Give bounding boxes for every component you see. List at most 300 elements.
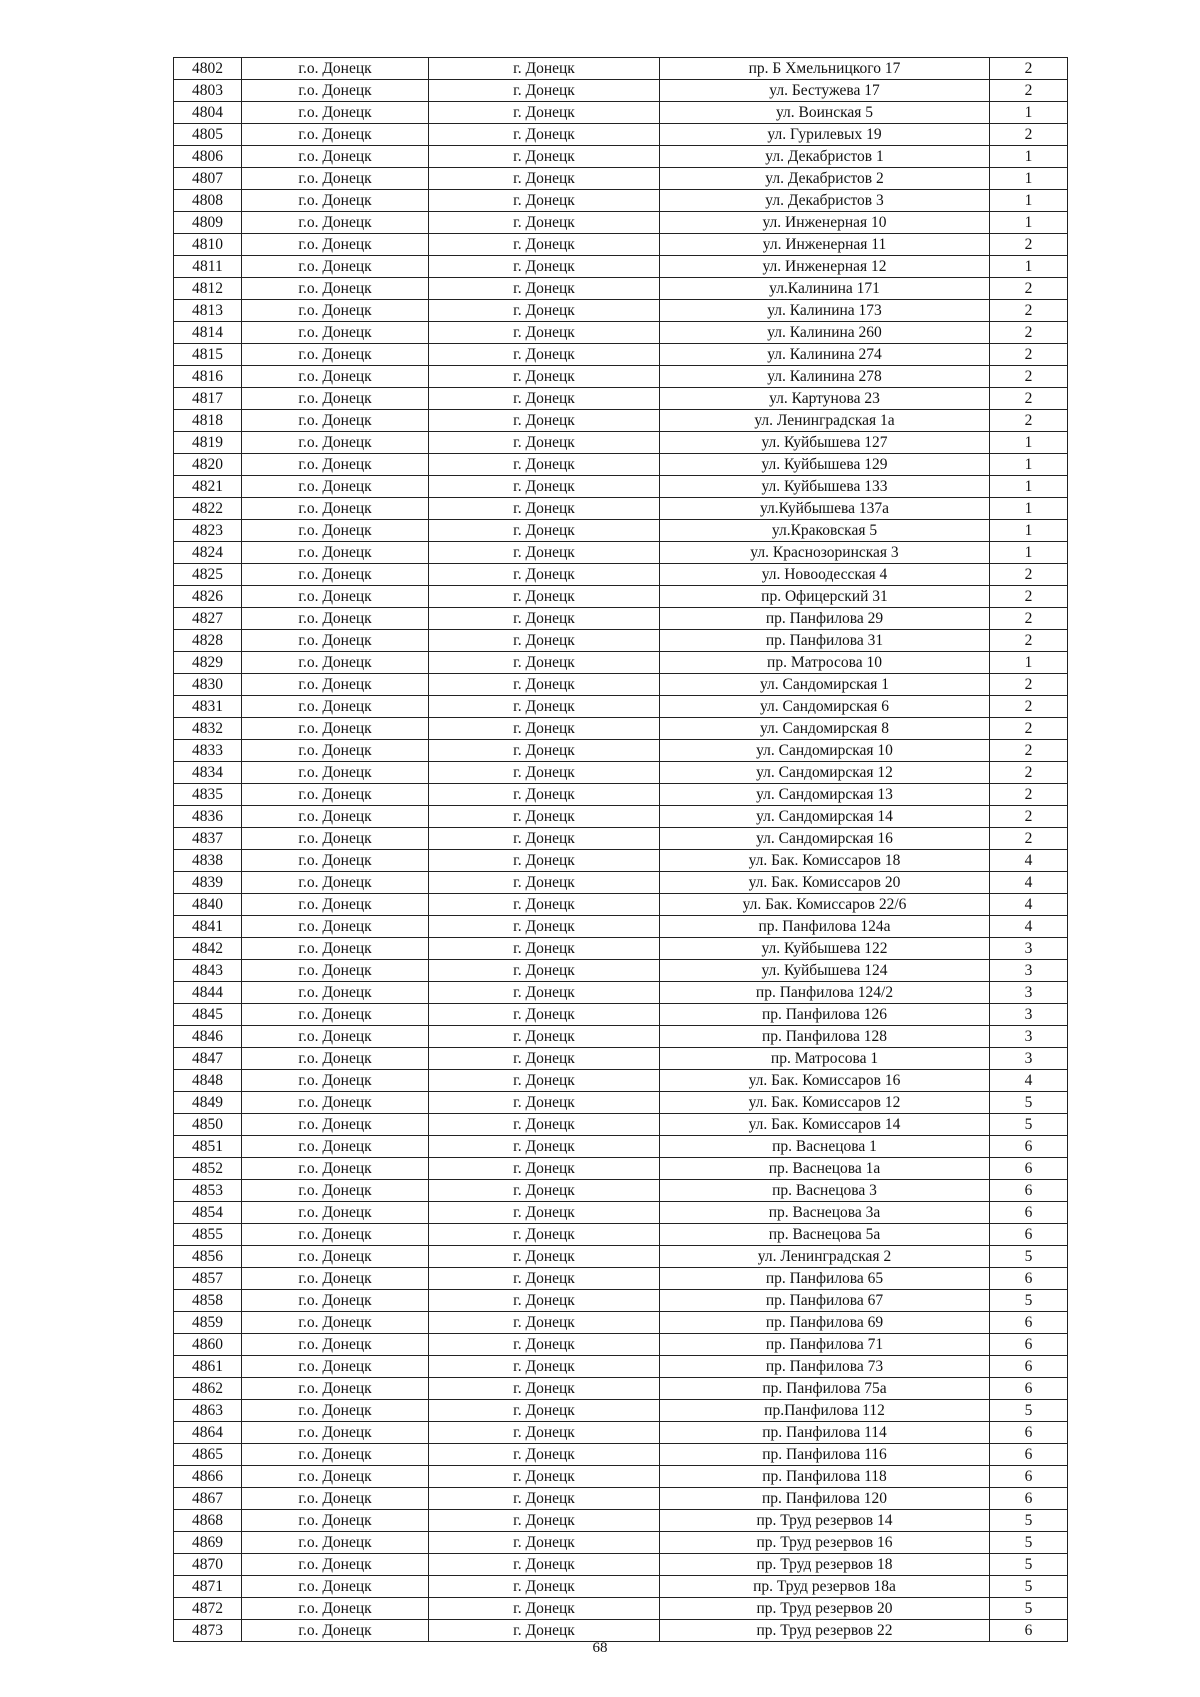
cell-number: 4806	[174, 146, 242, 168]
cell-district: г.о. Донецк	[242, 454, 429, 476]
table-row	[174, 58, 1068, 80]
cell-number: 4812	[174, 278, 242, 300]
cell-district: г.о. Донецк	[242, 586, 429, 608]
cell-number: 4827	[174, 608, 242, 630]
table-row	[174, 300, 1068, 322]
cell-number: 4828	[174, 630, 242, 652]
cell-district: г.о. Донецк	[242, 674, 429, 696]
address-table	[173, 57, 1068, 1642]
cell-city: г. Донецк	[429, 1312, 660, 1334]
cell-district: г.о. Донецк	[242, 718, 429, 740]
cell-value: 5	[990, 1576, 1068, 1598]
cell-value: 5	[990, 1554, 1068, 1576]
cell-address: ул. Сандомирская 14	[660, 806, 990, 828]
table-row	[174, 608, 1068, 630]
cell-district: г.о. Донецк	[242, 784, 429, 806]
cell-number: 4841	[174, 916, 242, 938]
cell-address: пр. Васнецова 1а	[660, 1158, 990, 1180]
cell-city: г. Донецк	[429, 1620, 660, 1642]
table-row	[174, 168, 1068, 190]
cell-value: 6	[990, 1620, 1068, 1642]
cell-number: 4857	[174, 1268, 242, 1290]
cell-value: 4	[990, 916, 1068, 938]
cell-city: г. Донецк	[429, 1180, 660, 1202]
cell-address: ул. Бак. Комиссаров 20	[660, 872, 990, 894]
cell-district: г.о. Донецк	[242, 982, 429, 1004]
table-row	[174, 432, 1068, 454]
cell-city: г. Донецк	[429, 234, 660, 256]
cell-value: 5	[990, 1114, 1068, 1136]
cell-address: ул. Калинина 274	[660, 344, 990, 366]
table-row	[174, 322, 1068, 344]
table-row	[174, 1554, 1068, 1576]
table-row	[174, 740, 1068, 762]
cell-address: пр. Васнецова 3	[660, 1180, 990, 1202]
cell-value: 1	[990, 190, 1068, 212]
table-row	[174, 1026, 1068, 1048]
cell-number: 4866	[174, 1466, 242, 1488]
cell-district: г.о. Донецк	[242, 806, 429, 828]
cell-number: 4810	[174, 234, 242, 256]
cell-district: г.о. Донецк	[242, 300, 429, 322]
cell-city: г. Донецк	[429, 300, 660, 322]
cell-district: г.о. Донецк	[242, 872, 429, 894]
cell-address: ул. Куйбышева 124	[660, 960, 990, 982]
cell-city: г. Донецк	[429, 696, 660, 718]
cell-address: ул. Новоодесская 4	[660, 564, 990, 586]
cell-address: пр. Панфилова 116	[660, 1444, 990, 1466]
cell-number: 4867	[174, 1488, 242, 1510]
table-row	[174, 1378, 1068, 1400]
cell-city: г. Донецк	[429, 652, 660, 674]
cell-district: г.о. Донецк	[242, 740, 429, 762]
cell-district: г.о. Донецк	[242, 1488, 429, 1510]
cell-number: 4872	[174, 1598, 242, 1620]
cell-address: ул. Бак. Комиссаров 16	[660, 1070, 990, 1092]
cell-address: ул. Бак. Комиссаров 14	[660, 1114, 990, 1136]
cell-number: 4844	[174, 982, 242, 1004]
table-row	[174, 1466, 1068, 1488]
cell-city: г. Донецк	[429, 146, 660, 168]
cell-number: 4862	[174, 1378, 242, 1400]
cell-city: г. Донецк	[429, 1422, 660, 1444]
cell-district: г.о. Донецк	[242, 366, 429, 388]
cell-address: пр. Панфилова 124а	[660, 916, 990, 938]
cell-district: г.о. Донецк	[242, 1312, 429, 1334]
cell-district: г.о. Донецк	[242, 1400, 429, 1422]
cell-address: пр. Труд резервов 20	[660, 1598, 990, 1620]
table-row	[174, 542, 1068, 564]
cell-value: 3	[990, 1004, 1068, 1026]
cell-value: 6	[990, 1444, 1068, 1466]
cell-district: г.о. Донецк	[242, 234, 429, 256]
cell-city: г. Донецк	[429, 982, 660, 1004]
table-row	[174, 938, 1068, 960]
cell-district: г.о. Донецк	[242, 520, 429, 542]
cell-address: ул. Сандомирская 1	[660, 674, 990, 696]
cell-value: 6	[990, 1158, 1068, 1180]
cell-number: 4842	[174, 938, 242, 960]
cell-city: г. Донецк	[429, 784, 660, 806]
table-row	[174, 1576, 1068, 1598]
cell-number: 4840	[174, 894, 242, 916]
cell-district: г.о. Донецк	[242, 1334, 429, 1356]
cell-number: 4822	[174, 498, 242, 520]
cell-number: 4813	[174, 300, 242, 322]
cell-value: 2	[990, 124, 1068, 146]
cell-district: г.о. Донецк	[242, 344, 429, 366]
table-row	[174, 872, 1068, 894]
cell-district: г.о. Донецк	[242, 1510, 429, 1532]
cell-address: ул. Инженерная 10	[660, 212, 990, 234]
cell-city: г. Донецк	[429, 80, 660, 102]
cell-address: ул. Сандомирская 16	[660, 828, 990, 850]
cell-value: 2	[990, 630, 1068, 652]
cell-district: г.о. Донецк	[242, 1356, 429, 1378]
cell-value: 2	[990, 322, 1068, 344]
cell-address: пр. Труд резервов 18	[660, 1554, 990, 1576]
cell-address: пр. Панфилова 120	[660, 1488, 990, 1510]
cell-city: г. Донецк	[429, 1026, 660, 1048]
cell-district: г.о. Донецк	[242, 1246, 429, 1268]
table-row	[174, 1334, 1068, 1356]
cell-city: г. Донецк	[429, 58, 660, 80]
cell-value: 6	[990, 1356, 1068, 1378]
cell-city: г. Донецк	[429, 476, 660, 498]
cell-number: 4861	[174, 1356, 242, 1378]
cell-city: г. Донецк	[429, 1246, 660, 1268]
cell-value: 3	[990, 982, 1068, 1004]
cell-city: г. Донецк	[429, 256, 660, 278]
cell-address: ул. Сандомирская 12	[660, 762, 990, 784]
table-row	[174, 1488, 1068, 1510]
table-row	[174, 718, 1068, 740]
table-row	[174, 960, 1068, 982]
table-row	[174, 1510, 1068, 1532]
cell-district: г.о. Донецк	[242, 102, 429, 124]
cell-address: ул.Краковская 5	[660, 520, 990, 542]
table-row	[174, 1092, 1068, 1114]
table-row	[174, 520, 1068, 542]
cell-district: г.о. Донецк	[242, 1026, 429, 1048]
cell-address: пр. Панфилова 71	[660, 1334, 990, 1356]
cell-value: 1	[990, 212, 1068, 234]
cell-value: 1	[990, 102, 1068, 124]
table-row	[174, 916, 1068, 938]
cell-value: 2	[990, 608, 1068, 630]
cell-district: г.о. Донецк	[242, 1048, 429, 1070]
table-row	[174, 476, 1068, 498]
cell-address: пр. Панфилова 65	[660, 1268, 990, 1290]
table-row	[174, 1070, 1068, 1092]
cell-address: ул. Инженерная 11	[660, 234, 990, 256]
table-row	[174, 1246, 1068, 1268]
cell-value: 2	[990, 674, 1068, 696]
cell-number: 4826	[174, 586, 242, 608]
cell-address: пр. Офицерский 31	[660, 586, 990, 608]
cell-address: ул. Бак. Комиссаров 18	[660, 850, 990, 872]
cell-city: г. Донецк	[429, 1202, 660, 1224]
cell-address: пр. Труд резервов 18а	[660, 1576, 990, 1598]
cell-number: 4859	[174, 1312, 242, 1334]
cell-number: 4843	[174, 960, 242, 982]
cell-address: ул. Бак. Комиссаров 12	[660, 1092, 990, 1114]
table-row	[174, 190, 1068, 212]
cell-number: 4860	[174, 1334, 242, 1356]
cell-city: г. Донецк	[429, 344, 660, 366]
table-row	[174, 1312, 1068, 1334]
cell-value: 6	[990, 1180, 1068, 1202]
cell-number: 4858	[174, 1290, 242, 1312]
cell-city: г. Донецк	[429, 674, 660, 696]
cell-address: пр. Труд резервов 22	[660, 1620, 990, 1642]
table-row	[174, 366, 1068, 388]
cell-value: 4	[990, 894, 1068, 916]
table-row	[174, 256, 1068, 278]
cell-value: 1	[990, 168, 1068, 190]
table-row	[174, 1136, 1068, 1158]
cell-district: г.о. Донецк	[242, 542, 429, 564]
cell-address: ул. Бестужева 17	[660, 80, 990, 102]
cell-city: г. Донецк	[429, 454, 660, 476]
cell-district: г.о. Донецк	[242, 1158, 429, 1180]
cell-number: 4802	[174, 58, 242, 80]
cell-district: г.о. Донецк	[242, 938, 429, 960]
cell-value: 2	[990, 806, 1068, 828]
cell-city: г. Донецк	[429, 432, 660, 454]
cell-address: ул. Куйбышева 129	[660, 454, 990, 476]
cell-address: ул.Куйбышева 137а	[660, 498, 990, 520]
cell-district: г.о. Донецк	[242, 498, 429, 520]
table-row	[174, 652, 1068, 674]
cell-address: пр. Панфилова 124/2	[660, 982, 990, 1004]
cell-district: г.о. Донецк	[242, 124, 429, 146]
cell-number: 4824	[174, 542, 242, 564]
cell-value: 6	[990, 1422, 1068, 1444]
table-row	[174, 1532, 1068, 1554]
table-row	[174, 1444, 1068, 1466]
cell-value: 2	[990, 234, 1068, 256]
cell-city: г. Донецк	[429, 366, 660, 388]
cell-value: 3	[990, 1026, 1068, 1048]
cell-value: 2	[990, 586, 1068, 608]
cell-district: г.о. Донецк	[242, 1180, 429, 1202]
cell-address: ул. Ленинградская 1а	[660, 410, 990, 432]
cell-number: 4808	[174, 190, 242, 212]
cell-number: 4831	[174, 696, 242, 718]
cell-address: пр. Панфилова 75а	[660, 1378, 990, 1400]
cell-value: 6	[990, 1202, 1068, 1224]
cell-address: ул. Сандомирская 10	[660, 740, 990, 762]
cell-address: пр. Васнецова 3а	[660, 1202, 990, 1224]
cell-address: ул. Калинина 173	[660, 300, 990, 322]
table-row	[174, 696, 1068, 718]
table-row	[174, 278, 1068, 300]
cell-address: пр. Панфилова 118	[660, 1466, 990, 1488]
cell-district: г.о. Донецк	[242, 916, 429, 938]
cell-number: 4805	[174, 124, 242, 146]
cell-district: г.о. Донецк	[242, 1422, 429, 1444]
table-row	[174, 1268, 1068, 1290]
cell-district: г.о. Донецк	[242, 212, 429, 234]
table-row	[174, 146, 1068, 168]
table-row	[174, 498, 1068, 520]
cell-city: г. Донецк	[429, 938, 660, 960]
cell-value: 4	[990, 850, 1068, 872]
cell-number: 4815	[174, 344, 242, 366]
cell-city: г. Донецк	[429, 1268, 660, 1290]
cell-address: пр. Панфилова 67	[660, 1290, 990, 1312]
cell-number: 4837	[174, 828, 242, 850]
cell-city: г. Донецк	[429, 1488, 660, 1510]
cell-city: г. Донецк	[429, 1576, 660, 1598]
cell-number: 4829	[174, 652, 242, 674]
cell-city: г. Донецк	[429, 542, 660, 564]
cell-district: г.о. Донецк	[242, 630, 429, 652]
cell-city: г. Донецк	[429, 212, 660, 234]
cell-value: 2	[990, 80, 1068, 102]
cell-city: г. Донецк	[429, 388, 660, 410]
table-row	[174, 1004, 1068, 1026]
cell-number: 4819	[174, 432, 242, 454]
cell-city: г. Донецк	[429, 586, 660, 608]
cell-address: ул. Воинская 5	[660, 102, 990, 124]
cell-number: 4864	[174, 1422, 242, 1444]
cell-city: г. Донецк	[429, 322, 660, 344]
cell-city: г. Донецк	[429, 1554, 660, 1576]
table-row	[174, 850, 1068, 872]
cell-city: г. Донецк	[429, 168, 660, 190]
cell-value: 2	[990, 762, 1068, 784]
cell-district: г.о. Донецк	[242, 828, 429, 850]
cell-district: г.о. Донецк	[242, 696, 429, 718]
cell-value: 2	[990, 740, 1068, 762]
cell-number: 4811	[174, 256, 242, 278]
cell-district: г.о. Донецк	[242, 476, 429, 498]
cell-address: ул. Куйбышева 133	[660, 476, 990, 498]
table-row	[174, 212, 1068, 234]
cell-value: 6	[990, 1312, 1068, 1334]
table-row	[174, 784, 1068, 806]
cell-number: 4838	[174, 850, 242, 872]
cell-city: г. Донецк	[429, 1598, 660, 1620]
cell-number: 4804	[174, 102, 242, 124]
cell-value: 1	[990, 256, 1068, 278]
cell-number: 4871	[174, 1576, 242, 1598]
table-row	[174, 1114, 1068, 1136]
table-row	[174, 674, 1068, 696]
cell-district: г.о. Донецк	[242, 1554, 429, 1576]
cell-address: пр. Панфилова 126	[660, 1004, 990, 1026]
cell-address: ул. Куйбышева 122	[660, 938, 990, 960]
cell-number: 4818	[174, 410, 242, 432]
cell-value: 2	[990, 388, 1068, 410]
cell-district: г.о. Донецк	[242, 652, 429, 674]
cell-value: 3	[990, 960, 1068, 982]
table-row	[174, 1422, 1068, 1444]
cell-address: ул. Ленинградская 2	[660, 1246, 990, 1268]
cell-number: 4834	[174, 762, 242, 784]
cell-address: пр. Васнецова 1	[660, 1136, 990, 1158]
cell-number: 4836	[174, 806, 242, 828]
cell-number: 4865	[174, 1444, 242, 1466]
cell-district: г.о. Донецк	[242, 322, 429, 344]
cell-district: г.о. Донецк	[242, 1202, 429, 1224]
cell-city: г. Донецк	[429, 1114, 660, 1136]
cell-value: 2	[990, 696, 1068, 718]
cell-city: г. Донецк	[429, 1334, 660, 1356]
cell-address: пр. Панфилова 69	[660, 1312, 990, 1334]
cell-address: пр. Панфилова 114	[660, 1422, 990, 1444]
cell-number: 4821	[174, 476, 242, 498]
cell-number: 4823	[174, 520, 242, 542]
cell-city: г. Донецк	[429, 718, 660, 740]
cell-value: 4	[990, 1070, 1068, 1092]
cell-city: г. Донецк	[429, 520, 660, 542]
cell-address: ул. Калинина 260	[660, 322, 990, 344]
cell-number: 4832	[174, 718, 242, 740]
cell-number: 4814	[174, 322, 242, 344]
cell-address: пр. Панфилова 73	[660, 1356, 990, 1378]
cell-number: 4853	[174, 1180, 242, 1202]
cell-address: ул. Декабристов 2	[660, 168, 990, 190]
cell-number: 4854	[174, 1202, 242, 1224]
cell-city: г. Донецк	[429, 1136, 660, 1158]
table-row	[174, 102, 1068, 124]
cell-number: 4849	[174, 1092, 242, 1114]
cell-district: г.о. Донецк	[242, 1576, 429, 1598]
cell-value: 1	[990, 542, 1068, 564]
table-row	[174, 630, 1068, 652]
cell-city: г. Донецк	[429, 1092, 660, 1114]
cell-city: г. Донецк	[429, 1004, 660, 1026]
table-body	[174, 58, 1068, 1642]
cell-district: г.о. Донецк	[242, 1444, 429, 1466]
cell-address: ул. Калинина 278	[660, 366, 990, 388]
cell-city: г. Донецк	[429, 762, 660, 784]
cell-address: ул. Инженерная 12	[660, 256, 990, 278]
table-row	[174, 1290, 1068, 1312]
table-row	[174, 1400, 1068, 1422]
cell-city: г. Донецк	[429, 1224, 660, 1246]
table-row	[174, 762, 1068, 784]
table-row	[174, 344, 1068, 366]
cell-address: пр. Б Хмельницкого 17	[660, 58, 990, 80]
table-row	[174, 1158, 1068, 1180]
table-row	[174, 828, 1068, 850]
cell-value: 5	[990, 1092, 1068, 1114]
cell-city: г. Донецк	[429, 410, 660, 432]
cell-district: г.о. Донецк	[242, 1290, 429, 1312]
table-row	[174, 388, 1068, 410]
cell-address: ул.Калинина 171	[660, 278, 990, 300]
cell-district: г.о. Донецк	[242, 1268, 429, 1290]
cell-number: 4839	[174, 872, 242, 894]
cell-city: г. Донецк	[429, 124, 660, 146]
cell-number: 4830	[174, 674, 242, 696]
cell-address: ул. Краснозоринская 3	[660, 542, 990, 564]
cell-city: г. Донецк	[429, 872, 660, 894]
cell-city: г. Донецк	[429, 894, 660, 916]
cell-value: 1	[990, 652, 1068, 674]
cell-city: г. Донецк	[429, 498, 660, 520]
cell-district: г.о. Донецк	[242, 1136, 429, 1158]
cell-district: г.о. Донецк	[242, 146, 429, 168]
table-row	[174, 564, 1068, 586]
table-row	[174, 982, 1068, 1004]
cell-value: 3	[990, 938, 1068, 960]
cell-value: 4	[990, 872, 1068, 894]
